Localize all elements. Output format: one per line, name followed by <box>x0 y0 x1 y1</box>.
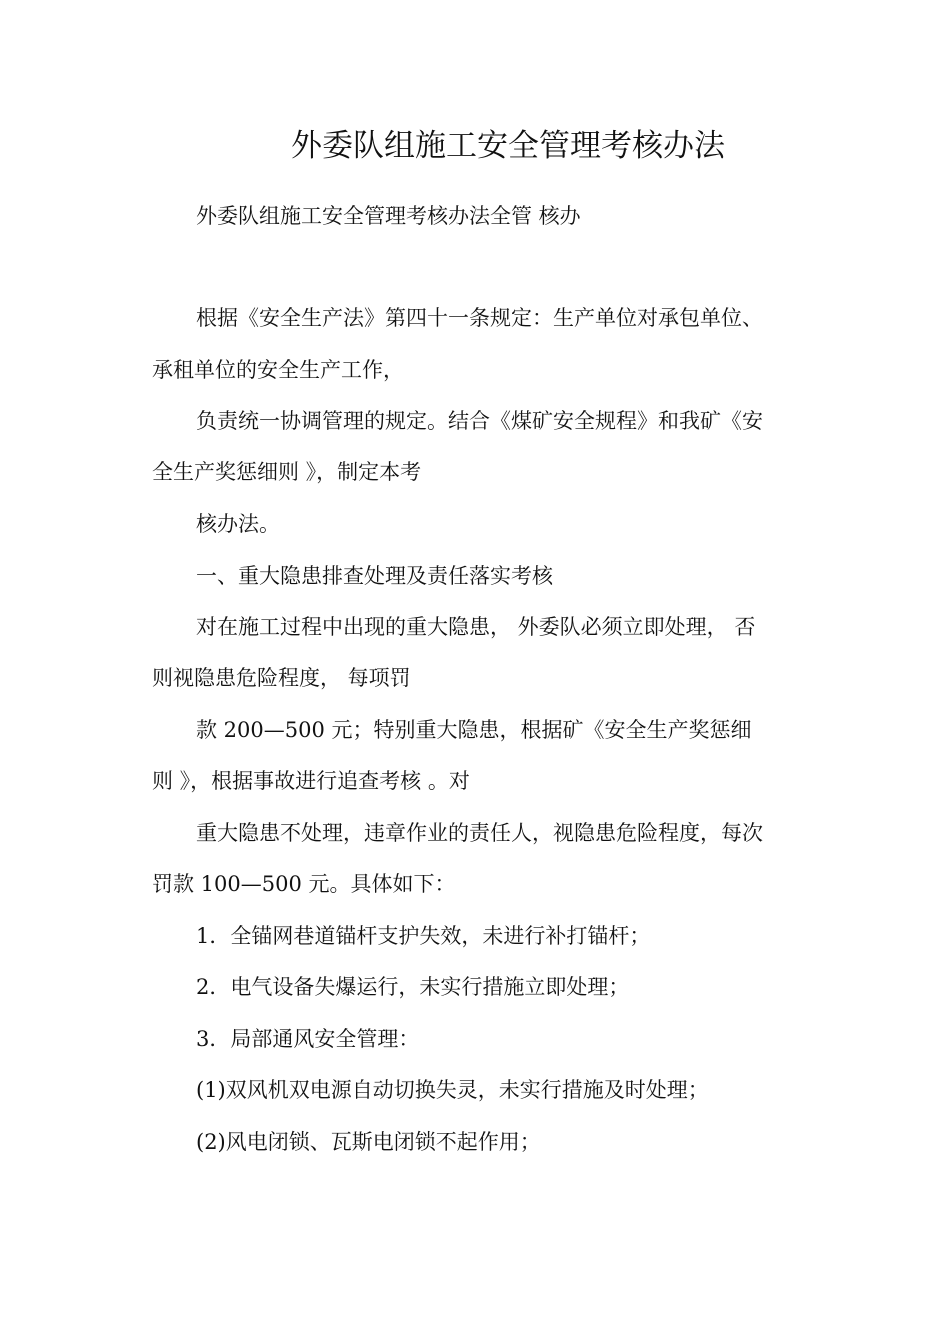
paragraph-line: 款 200—500 元；特别重大隐患，根据矿《安全生产奖惩细 <box>196 718 752 742</box>
paragraph-line: 根据《安全生产法》第四十一条规定：生产单位对承包单位、 <box>196 306 763 330</box>
paragraph-line: 罚款 100—500 元。具体如下： <box>152 872 456 896</box>
paragraph-line: 核办法。 <box>196 512 280 536</box>
paragraph-line: 全生产奖惩细则 》，制定本考 <box>152 460 422 484</box>
subtitle-line: 外委队组施工安全管理考核办法全管 核办 <box>196 204 581 228</box>
sub-list-item: (1)双风机双电源自动切换失灵，未实行措施及时处理； <box>196 1078 709 1102</box>
section-heading: 一、重大隐患排查处理及责任落实考核 <box>196 564 553 588</box>
list-item: 1．全锚网巷道锚杆支护失效，未进行补打锚杆； <box>196 924 651 948</box>
paragraph-line: 承租单位的安全生产工作， <box>152 358 404 382</box>
paragraph-line: 负责统一协调管理的规定。结合《煤矿安全规程》和我矿《安 <box>196 409 763 433</box>
sub-list-item: (2)风电闭锁、瓦斯电闭锁不起作用； <box>196 1130 541 1154</box>
paragraph-line: 对在施工过程中出现的重大隐患， 外委队必须立即处理， 否 <box>196 615 756 639</box>
document-title: 外委队组施工安全管理考核办法 <box>291 128 725 164</box>
list-item: 2．电气设备失爆运行，未实行措施立即处理； <box>196 975 630 999</box>
paragraph-line: 重大隐患不处理，违章作业的责任人，视隐患危险程度，每次 <box>196 821 763 845</box>
paragraph-line: 则视隐患危险程度， 每项罚 <box>152 666 411 690</box>
paragraph-line: 则 》，根据事故进行追查考核 。对 <box>152 769 470 793</box>
list-item: 3．局部通风安全管理： <box>196 1027 420 1051</box>
